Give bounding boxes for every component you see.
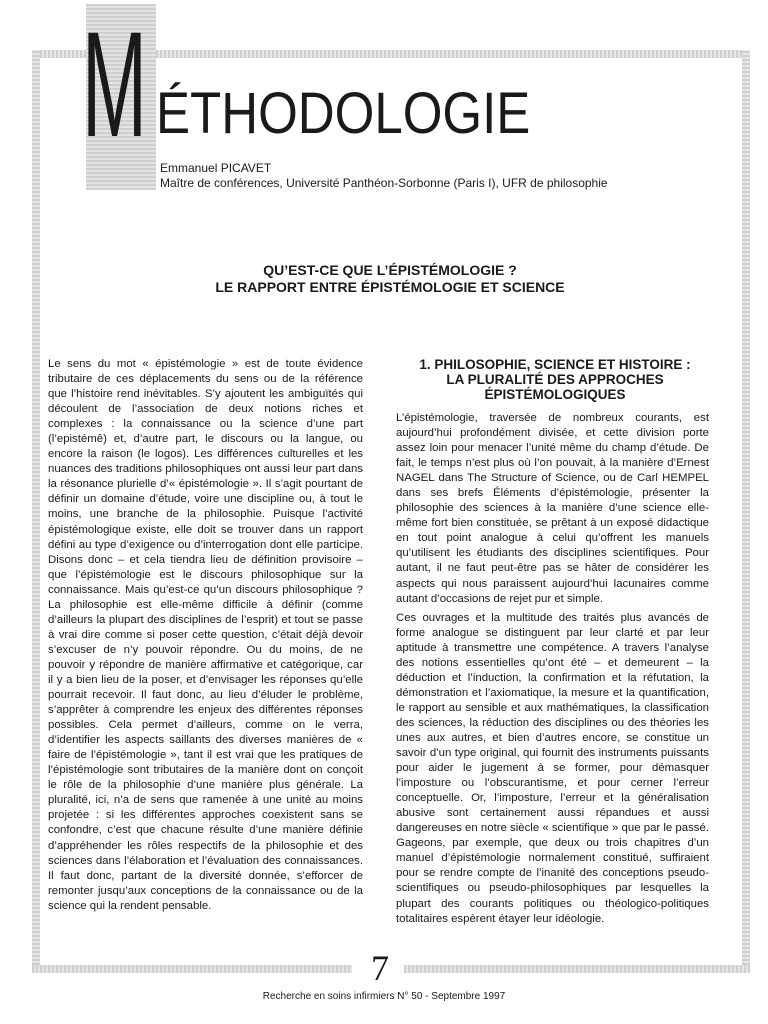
frame-right-border [742, 50, 750, 973]
section-heading-line3: ÉPISTÉMOLOGIQUES [484, 387, 626, 402]
section-heading-line1: 1. PHILOSOPHIE, SCIENCE ET HISTOIRE : [419, 357, 691, 372]
right-paragraph-1: L’épistémologie, traversée de nombreux courants, est aujourd’hui profondément divisée, et cette division porte assez loin pour menacer l’unité même du champ d’étude. De fait, le temps n’est plus où l’on pouvait, à la manière d’Ernest NAGEL dans The Structure of Science, ou de Carl HEMPEL dans ses brefs Éléments d’épistémologie, présenter la philosophie des sciences à la manière d’une science elle-même fort bien constituée, se prêtant à un exposé didactique en tout point analogue à celui qu’offrent les manuels qu’utilisent les étudiants des disciplines scientifiques. Pour autant, il ne faut peut-être pas se hâter de considérer les aspects qui nous paraissent aujourd’hui lacunaires comme autant d’occasions de rejet pur et simple. [396, 412, 709, 605]
article-title [40, 262, 740, 296]
right-column [396, 411, 709, 927]
author-affiliation: Maître de conférences, Université Panthéon-Sorbonne (Paris I), UFR de philosophie [160, 176, 608, 190]
page-number: 7 [371, 948, 389, 988]
left-paragraph: Le sens du mot « épistémologie » est de toute évidence tributaire de ces déplacements du sens ou de la référence que l’histoire rend inévitables. S’y ajoutent les ambiguïtés qui découlent de l’association de deux notions riches et complexes : la connaissance ou la science d’une part (l’epistémê) et, d’autre part, le discours ou la langue, ou encore la raison (le logos). Les différences culturelles et les nuances des traditions philosophiques ont aussi leur part dans la résonance plurielle d’« épistémologie ». Il s’agit pourtant de définir un domaine d’étude, voire une discipline ou, à tout le moins, une branche de la philosophie. Puisque l’activité épistémologique existe, elle doit se trouver dans un rapport défini au type d’exigence ou d’interrogation dont elle participe. Disons donc – et cela tiendra lieu de définition provisoire – que l’épistémologie est le discours philosophique sur la connaissance. Mais qu’est-ce qu’un discours philosophique ? La philosophie est elle-même difficile à définir (comme d’ailleurs la plupart des disciplines de l’esprit) et tout se passe à vrai dire comme si poser cette question, c’était déjà devoir s’excuser de n’y pouvoir répondre. Ou du moins, de ne pouvoir y répondre de manière affirmative et catégorique, car il y a bien lieu de la poser, et d’envisager les réponses qu’elle pourrait recevoir. Il faut donc, au lieu d’éluder le problème, s’apprêter à comprendre les enjeux des différentes réponses possibles. Cela permet d’ailleurs, comme on le verra, d’identifier les aspects saillants des diverses manières de « faire de l’épistémologie », tant il est vrai que les pratiques de l’épistémologie sont tributaires de la manière dont on conçoit le rôle de la philosophie d’une manière plus générale. La pluralité, ici, n’a de sens que ramenée à une unité au moins projetée : si les différentes approches coexistent sans se confondre, c’est que chacune résulte d’une manière définie d’appréhender les rôles respectifs de la philosophie et des sciences dans l’élaboration et l’évaluation des connaissances. Il faut donc, partant de la diversité donnée, s’efforcer de remonter jusqu’aux conceptions de la connaissance ou de la science qui la rendent pensable. [48, 358, 363, 912]
section-heading [394, 357, 716, 402]
section-title: ÉTHODOLOGIE [156, 81, 531, 146]
journal-footer: Recherche en soins infirmiers N° 50 - Septembre 1997 [262, 991, 506, 1002]
right-paragraph-2: Ces ouvrages et la multitude des traités plus avancés de forme analogue se distinguent par leur clarté et par leur aptitude à transmettre une compétence. A travers l’analyse des notions essentielles qu’ont été – et demeurent – la déduction et l’induction, la confirmation et la réfutation, la démonstration et l’axiomatique, la mesure et la quantification, le rapport au sensible et aux mathématiques, la classification des sciences, la réduction des disciplines ou des théories les unes aux autres, et bien d’autres encore, se constitue un savoir d’un type original, qui fournit des instruments puissants pour aider le jugement à se former, pour démasquer l’imposture ou l’obscurantisme, et pour cerner l’erreur conceptuelle. Or, l’imposture, l’erreur et la généralisation abusive sont certainement aussi répandues et aussi dangereuses en notre siècle « scientifique » que par le passé. Gageons, par exemple, que deux ou trois chapitres d’un manuel d’épistémologie normalement constitué, suffiraient pour se rendre compte de l’inanité des conceptions pseudo-scientifiques ou pseudo-philosophiques par lesquelles la plupart des courants politiques ou théologico-politiques totalitaires espèrent étayer leur idéologie. [396, 611, 709, 925]
article-title-line1: QU’EST-CE QUE L’ÉPISTÉMOLOGIE ? [263, 262, 517, 278]
frame-bottom-border-left [32, 965, 352, 973]
frame-left-border [32, 50, 40, 973]
frame-bottom-border-right [404, 965, 750, 973]
left-column [48, 357, 363, 914]
section-heading-line2: LA PLURALITÉ DES APPROCHES [446, 372, 664, 387]
article-title-line2: LE RAPPORT ENTRE ÉPISTÉMOLOGIE ET SCIENCE [215, 279, 565, 295]
author-block [160, 161, 720, 191]
title-initial: M [82, 0, 147, 168]
author-name: Emmanuel PICAVET [160, 161, 272, 175]
